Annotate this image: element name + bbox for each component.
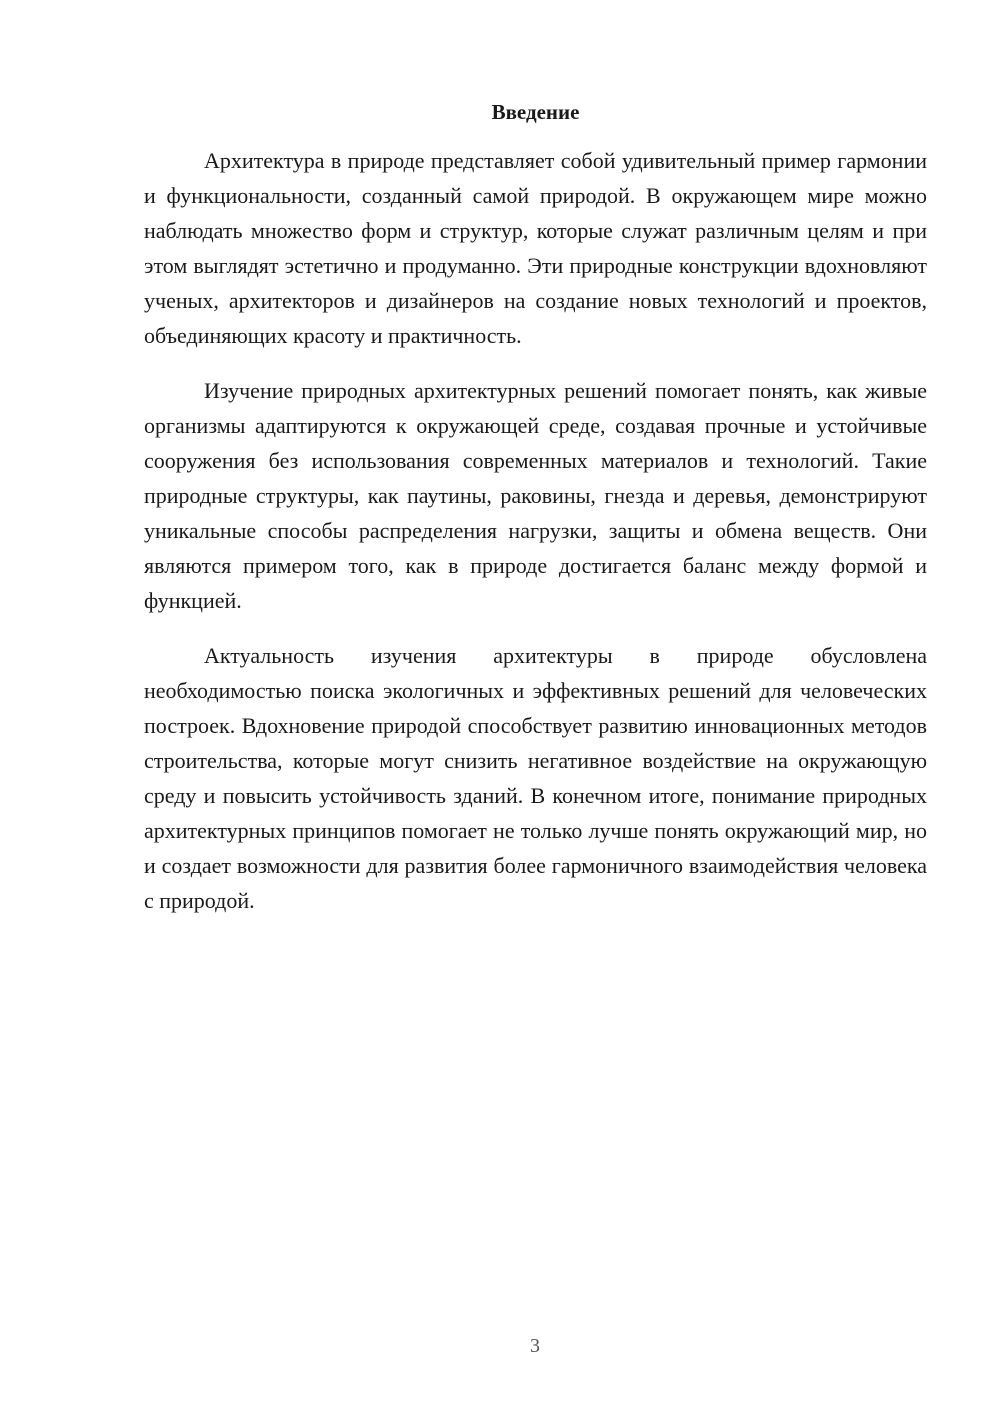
section-title: Введение <box>491 100 580 124</box>
paragraph-3: Актуальность изучения архитектуры в природе обусловлена необходимостью поиска экологичных и эффективных решений для человеческих построек. Вдохновение природой способствует развитию инновационных методов строительства, которые могут снизить негативное воздействие на окружающую среду и повысить устойчивость зданий. В конечном итоге, понимание природных архитектурных принципов помогает не только лучше понять окружающий мир, но и создает возможности для развития более гармоничного взаимодействия человека с природой. <box>144 643 927 913</box>
paragraph-1: Архитектура в природе представляет собой удивительный пример гармонии и функциональности, созданный самой природой. В окружающем мире можно наблюдать множество форм и структур, которые служат различным целям и при этом выглядят эстетично и продуманно. Эти природные конструкции вдохновляют ученых, архитекторов и дизайнеров на создание новых технологий и проектов, объединяющих красоту и практичность. <box>144 148 927 348</box>
page-number: 3 <box>530 1335 540 1357</box>
paragraph-2: Изучение природных архитектурных решений помогает понять, как живые организмы адаптируются к окружающей среде, создавая прочные и устойчивые сооружения без использования современных материалов и технологий. Такие природные структуры, как паутины, раковины, гнезда и деревья, демонстрируют уникальные способы распределения нагрузки, защиты и обмена веществ. Они являются примером того, как в природе достигается баланс между формой и функцией. <box>144 378 927 613</box>
document-body <box>144 143 927 938</box>
